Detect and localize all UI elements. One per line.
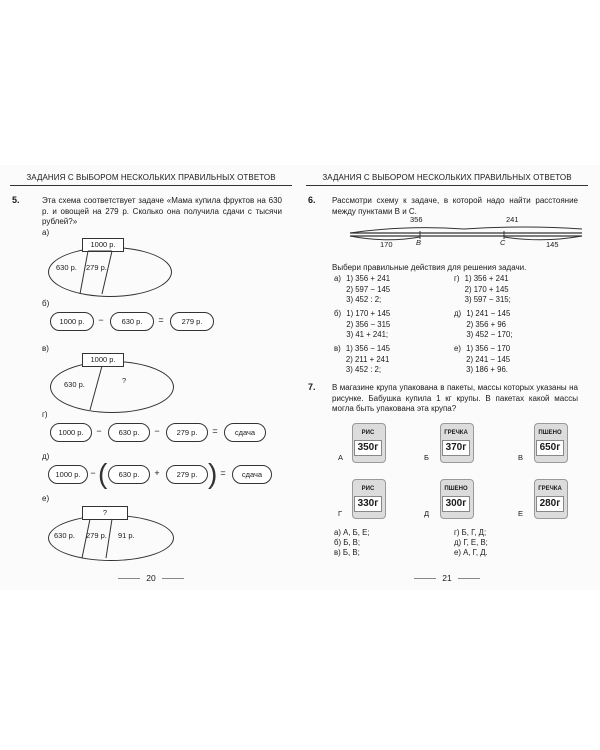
pack-b — [438, 423, 474, 463]
pack-name: ГРЕЧКА — [444, 430, 468, 436]
item-a-label: а) — [42, 228, 50, 237]
option-line: 2) 241 − 145 — [466, 354, 511, 364]
option-line: 3) 452 : 2; — [345, 365, 382, 374]
right-running-head: ЗАДАНИЯ С ВЫБОРОМ НЕСКОЛЬКИХ ПРАВИЛЬНЫХ ОТВЕТОВ — [306, 173, 588, 186]
pack-weight: 300г — [442, 496, 470, 512]
pack-weight: 650г — [536, 440, 564, 456]
item-g-label: г) — [42, 410, 48, 419]
answer-label: в) — [334, 548, 341, 557]
item-d-pill-4: сдача — [232, 465, 272, 484]
option-line: 2) 356 − 315 — [346, 319, 391, 329]
pack-name: РИС — [361, 486, 375, 492]
task-6-text: Рассмотри схему к задаче, в которой надо найти расстояние между пунктами В и С. — [332, 196, 578, 216]
option-line: 1) 356 − 145 — [345, 344, 390, 353]
task-7-answer-a — [334, 528, 369, 539]
item-g-op-1: − — [96, 426, 102, 436]
right-page-number: 21 — [306, 573, 588, 583]
pack-v — [532, 423, 568, 463]
option-line: 3) 597 − 315; — [464, 295, 511, 304]
task-7-answer-g — [454, 528, 486, 539]
task-7-number: 7. — [308, 382, 316, 392]
task-6-option-b — [334, 309, 390, 341]
pack-e — [532, 479, 568, 519]
task-6-option-a — [334, 274, 390, 306]
option-line: 2) 597 − 145 — [346, 284, 391, 294]
pack-letter-b: Б — [424, 453, 429, 462]
item-d-pill-3: 279 р. — [166, 465, 208, 484]
item-a-top-box: 1000 р. — [82, 238, 124, 252]
point-c: C — [500, 238, 506, 247]
item-d-pill-1: 1000 р. — [48, 465, 88, 484]
item-d-op-1: − — [90, 468, 96, 478]
option-label: б) — [334, 309, 342, 318]
item-a-oval — [48, 247, 172, 297]
option-line: 3) 452 − 170; — [466, 330, 513, 339]
pack-weight: 280г — [536, 496, 564, 512]
option-line: 1) 356 + 241 — [464, 274, 509, 283]
task-6-option-d — [454, 309, 513, 341]
item-b-label: б) — [42, 299, 50, 308]
pack-name: ГРЕЧКА — [538, 486, 562, 492]
pack-a — [350, 423, 386, 463]
item-g-pill-3: 279 р. — [166, 423, 208, 442]
answer-text: Б, В; — [343, 538, 361, 547]
option-line: 2) 211 + 241 — [345, 354, 390, 364]
segment-bottom-1: 170 — [380, 240, 393, 249]
answer-label: б) — [334, 538, 342, 547]
option-line: 1) 356 − 170 — [466, 344, 511, 353]
pack-name: РИС — [361, 430, 375, 436]
item-e-value-3: 91 р. — [118, 531, 135, 540]
right-page — [306, 173, 588, 583]
pack-weight: 370г — [442, 440, 470, 456]
answer-text: Б, В; — [342, 548, 360, 557]
item-b-pill-1: 1000 р. — [50, 312, 94, 331]
option-line: 1) 170 + 145 — [346, 309, 391, 318]
item-a-value-1: 630 р. — [56, 263, 77, 272]
task-6-number: 6. — [308, 195, 316, 205]
pack-name: ПШЕНО — [444, 486, 468, 492]
pack-weight: 330г — [354, 496, 382, 512]
item-v-value-2: ? — [122, 376, 127, 385]
pack-letter-v: В — [518, 453, 524, 462]
item-g-op-3: = — [212, 426, 218, 436]
pack-d — [438, 479, 474, 519]
segment-scheme — [306, 173, 307, 174]
item-g-op-2: − — [154, 426, 160, 436]
item-d-label: д) — [42, 452, 50, 461]
option-label: в) — [334, 344, 341, 353]
item-d-op-3: = — [220, 468, 226, 478]
close-paren: ) — [208, 458, 218, 489]
point-b: B — [416, 238, 422, 247]
item-e-value-1: 630 р. — [54, 531, 75, 540]
option-label: е) — [454, 344, 461, 353]
option-label: а) — [334, 274, 341, 283]
task-6-option-e — [454, 344, 510, 376]
answer-label: е) — [454, 548, 461, 557]
option-line: 3) 186 + 96. — [466, 365, 508, 374]
option-line: 2) 356 + 96 — [466, 319, 506, 329]
answer-text: А, Г, Д. — [463, 548, 488, 557]
item-e-label: е) — [42, 494, 50, 503]
task-7-answer-e — [454, 548, 488, 559]
task-7-answer-b — [334, 538, 360, 549]
item-e-top-box: ? — [82, 506, 128, 520]
item-b-pill-3: 279 р. — [170, 312, 214, 331]
task-5-text: Эта схема соответствует задаче «Мама купила фруктов на 630 р. и овощей на 279 р. Сколько она получила сдачи с тысячи рублей?» — [42, 196, 282, 226]
open-paren: ( — [98, 458, 108, 489]
task-6-option-v — [334, 344, 390, 376]
item-b-op-1: − — [98, 315, 104, 325]
left-page-number: 20 — [10, 573, 292, 583]
answer-text: А, Б, Е; — [343, 528, 370, 537]
answer-label: а) — [334, 528, 341, 537]
segment-bottom-2: 145 — [546, 240, 559, 249]
item-d-pill-2: 630 р. — [108, 465, 150, 484]
option-line: 3) 41 + 241; — [346, 330, 389, 339]
item-g-pill-2: 630 р. — [108, 423, 150, 442]
answer-label: д) — [454, 538, 462, 547]
pack-g — [350, 479, 386, 519]
pack-letter-d: Д — [424, 509, 430, 518]
option-line: 3) 452 : 2; — [346, 295, 382, 304]
pack-letter-a: А — [338, 453, 344, 462]
pack-weight: 350г — [354, 440, 382, 456]
answer-label: г) — [454, 528, 460, 537]
pack-name: ПШЕНО — [538, 430, 562, 436]
segment-top-2: 241 — [506, 215, 519, 224]
option-label: г) — [454, 274, 460, 283]
left-page — [10, 173, 292, 583]
item-v-value-1: 630 р. — [64, 380, 85, 389]
task-7-answer-d — [454, 538, 488, 549]
item-b-op-2: = — [158, 315, 164, 325]
answer-text: Б, Г, Д; — [461, 528, 487, 537]
item-v-label: в) — [42, 344, 49, 353]
option-label: д) — [454, 309, 462, 318]
item-b-pill-2: 630 р. — [110, 312, 154, 331]
item-e-dividers — [10, 173, 11, 174]
item-g-pill-1: 1000 р. — [50, 423, 92, 442]
pack-letter-g: Г — [338, 509, 343, 518]
task-6-instruction: Выбери правильные действия для решения задачи. — [332, 263, 527, 272]
segment-top-1: 356 — [410, 215, 423, 224]
item-g-pill-4: сдача — [224, 423, 266, 442]
pack-letter-e: Е — [518, 509, 524, 518]
task-6-option-g — [454, 274, 511, 306]
option-line: 1) 241 − 145 — [466, 309, 511, 318]
item-a-value-2: 279 р. — [86, 263, 107, 272]
task-7-text: В магазине крупа упакована в пакеты, массы которых указаны на рисунке. Бабушка купила 1 кг крупы. В пакетах какой массы могла быть упакована эта крупа? — [332, 383, 578, 413]
option-line: 1) 356 + 241 — [346, 274, 391, 283]
task-7-answer-v — [334, 548, 360, 559]
left-running-head: ЗАДАНИЯ С ВЫБОРОМ НЕСКОЛЬКИХ ПРАВИЛЬНЫХ ОТВЕТОВ — [10, 173, 292, 186]
task-5-number: 5. — [12, 195, 20, 205]
item-d-op-2: + — [154, 468, 160, 478]
item-e-value-2: 279 р. — [86, 531, 107, 540]
option-line: 2) 170 + 145 — [464, 284, 509, 294]
answer-text: Г, Е, В; — [463, 538, 488, 547]
item-v-top-box: 1000 р. — [82, 353, 124, 367]
